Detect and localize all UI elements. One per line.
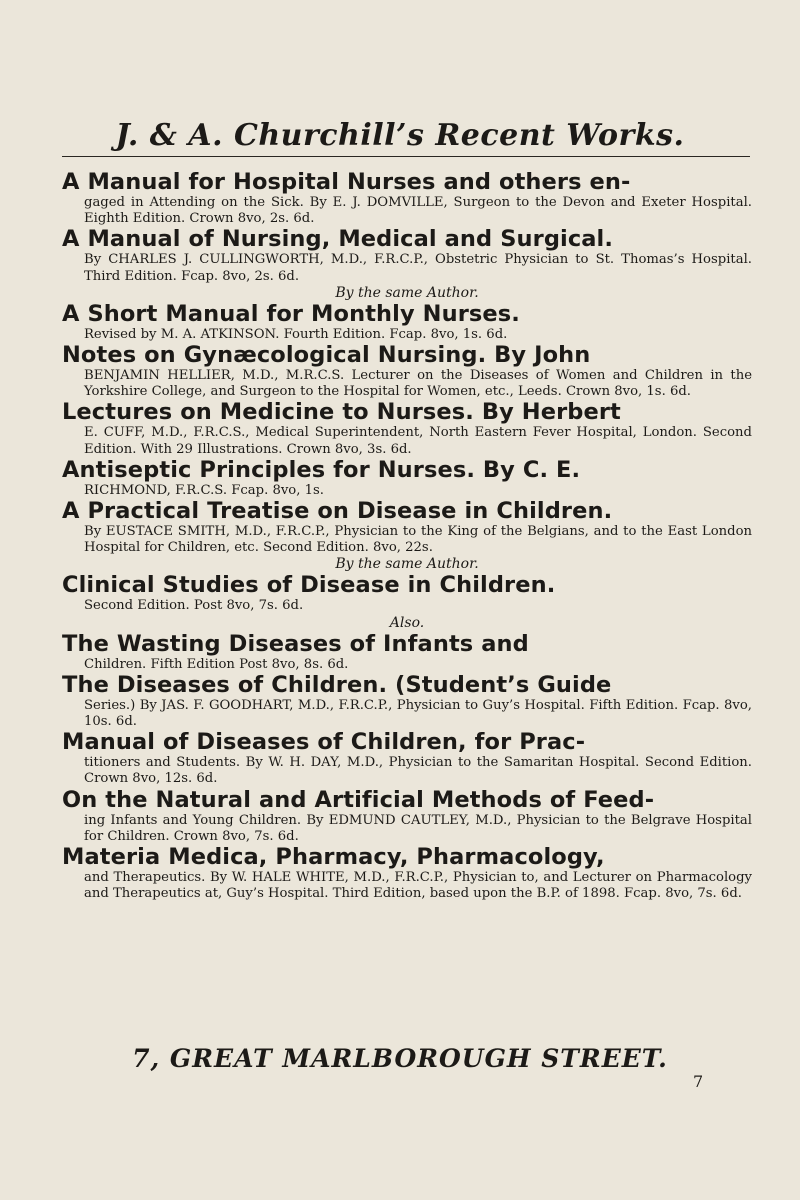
book-description: Second Edition. Post 8vo, 7s. 6d. — [84, 598, 304, 614]
running-header: J. & A. Churchill’s Recent Works. — [115, 118, 685, 153]
book-title: Lectures on Medicine to Nurses. By Herbert — [62, 399, 621, 426]
book-description: RICHMOND, F.R.C.S. Fcap. 8vo, 1s. — [84, 482, 324, 498]
book-description: titioners and Students. By W. H. DAY, M.D., Physician to the Samaritan Hospital. Second Edition. Crown 8vo, 12s. 6d. — [84, 755, 752, 787]
catalogue-entry — [62, 499, 752, 556]
book-description: By EUSTACE SMITH, M.D., F.R.C.P., Physician to the King of the Belgians, and to the East London Hospital for Children, etc. Second Edition. 8vo, 22s. — [84, 524, 752, 556]
page-number: 7 — [693, 1072, 704, 1091]
catalogue-entry — [62, 170, 752, 227]
byline-note — [62, 285, 752, 302]
book-title: Manual of Diseases of Children, for Prac- — [62, 729, 586, 756]
book-description: E. CUFF, M.D., F.R.C.S., Medical Superintendent, North Eastern Fever Hospital, London. Second Edition. With 29 Illustrations. Crown 8vo, 3s. 6d. — [84, 425, 752, 457]
book-title: A Practical Treatise on Disease in Children. — [62, 498, 613, 525]
catalogue-entry — [62, 400, 752, 457]
byline-note — [62, 556, 752, 573]
byline-text: By the same Author. — [335, 284, 479, 301]
catalogue-entry — [62, 343, 752, 400]
book-title: The Wasting Diseases of Infants and — [62, 630, 529, 657]
catalogue-entry — [62, 788, 752, 845]
byline-text: By the same Author. — [335, 556, 479, 573]
book-description: Series.) By JAS. F. GOODHART, M.D., F.R.C.P., Physician to Guy’s Hospital. Fifth Edition. Fcap. 8vo, 10s. 6d. — [84, 697, 752, 730]
byline-note — [62, 615, 752, 632]
catalogue-entry — [62, 632, 752, 673]
book-title: A Short Manual for Monthly Nurses. — [62, 300, 520, 327]
catalogue-entry — [62, 302, 752, 343]
book-title: Clinical Studies of Disease in Children. — [62, 572, 556, 599]
book-title: Antiseptic Principles for Nurses. By C. E. — [62, 456, 581, 483]
book-title: The Diseases of Children. (Student’s Guide — [62, 671, 612, 698]
book-description: ing Infants and Young Children. By EDMUND CAUTLEY, M.D., Physician to the Belgrave Hospital for Children. Crown 8vo, 7s. 6d. — [84, 812, 752, 844]
book-title: A Manual of Nursing, Medical and Surgical. — [62, 226, 614, 253]
catalogue-entry — [62, 673, 752, 730]
header-rule — [62, 156, 750, 157]
book-description: By CHARLES J. CULLINGWORTH, M.D., F.R.C.P., Obstetric Physician to St. Thomas’s Hospital. Third Edition. Fcap. 8vo, 2s. 6d. — [84, 252, 752, 284]
catalogue-entry — [62, 227, 752, 284]
book-title: Materia Medica, Pharmacy, Pharmacology, — [62, 844, 605, 871]
byline-text: Also. — [389, 614, 425, 631]
book-title: Notes on Gynæcological Nursing. By John — [62, 342, 591, 369]
book-description: BENJAMIN HELLIER, M.D., M.R.C.S. Lecturer on the Diseases of Women and Children in the Yorkshire College, and Surgeon to the Hospital for Women, etc., Leeds. Crown 8vo, 1s. 6d. — [84, 368, 752, 400]
catalogue-entry — [62, 845, 752, 902]
catalogue-entry — [62, 458, 752, 499]
book-description: Children. Fifth Edition Post 8vo, 8s. 6d. — [84, 656, 349, 672]
publisher-address: 7, GREAT MARLBOROUGH STREET. — [132, 1044, 668, 1073]
catalogue-entry — [62, 573, 752, 614]
catalogue-list — [62, 170, 752, 902]
book-description: and Therapeutics. By W. HALE WHITE, M.D., F.R.C.P., Physician to, and Lecturer on Pharmacology and Therapeutics at, Guy’s Hospital. Third Edition, based upon the B.P. of 1898. Fcap. 8vo, 7s. 6d. — [84, 870, 752, 902]
book-title: A Manual for Hospital Nurses and others en- — [62, 169, 631, 195]
book-title: On the Natural and Artificial Methods of Feed- — [62, 786, 655, 813]
book-description: gaged in Attending on the Sick. By E. J. DOMVILLE, Surgeon to the Devon and Exeter Hospital. Eighth Edition. Crown 8vo, 2s. 6d. — [84, 195, 752, 227]
catalogue-entry — [62, 730, 752, 787]
book-description: Revised by M. A. ATKINSON. Fourth Edition. Fcap. 8vo, 1s. 6d. — [84, 326, 508, 342]
